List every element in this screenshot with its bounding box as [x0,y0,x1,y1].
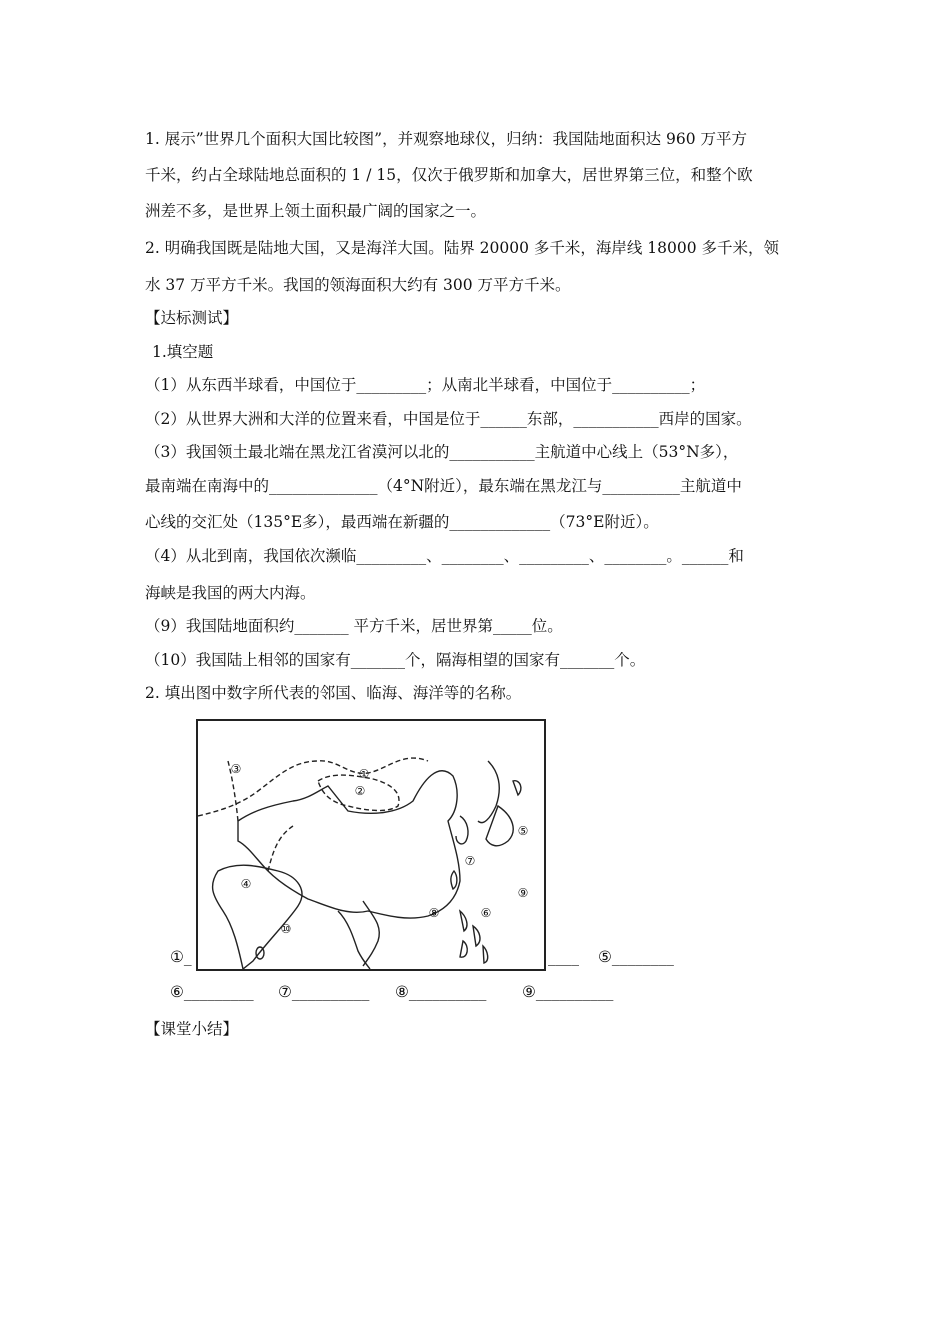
answer-7: ⑦__________ [278,983,370,1001]
para1-line2: 千米，约占全球陆地总面积的 1 / 15，仅次于俄罗斯和加拿大，居世界第三位，和整个欧 [145,166,753,184]
map-label-6: ⑥ [480,906,492,920]
q1-item9: （9）我国陆地面积约_______ 平方千米，居世界第_____位。 [145,617,563,635]
q1-item4-line1: （4）从北到南，我国依次濒临_________、________、_________、________。______和 [145,547,744,565]
answer-1: ①_ [170,948,192,966]
para2-line1: 2. 明确我国既是陆地大国，又是海洋大国。陆界 20000 多千米，海岸线 18000 多千米，领 [145,239,780,257]
section-summary-heading: 【课堂小结】 [145,1020,239,1038]
map-label-2: ② [354,784,366,798]
para1-line1: 1. 展示”世界几个面积大国比较图”，并观察地球仪，归纳：我国陆地面积达 960 万平方 [145,130,748,148]
answer-5: ⑤________ [598,948,674,966]
q1-item4-line2: 海峡是我国的两大内海。 [145,584,316,602]
para1-line3: 洲差不多，是世界上领土面积最广阔的国家之一。 [145,202,487,220]
q1-item2: （2）从世界大洲和大洋的位置来看，中国是位于______东部，___________西岸的国家。 [145,410,752,428]
q1-item10: （10）我国陆上相邻的国家有_______个，隔海相望的国家有_______个。 [145,651,646,669]
q1-item3-line1: （3）我国领土最北端在黑龙江省漠河以北的___________主航道中心线上（53°N多）， [145,443,739,461]
answer-9: ⑨__________ [522,983,614,1001]
map-label-4: ④ [240,877,252,891]
map-label-8: ⑧ [428,906,440,920]
answer-8: ⑧__________ [395,983,487,1001]
q1-item3-line3: 心线的交汇处（135°E多），最西端在新疆的_____________（73°E附近）。 [145,513,659,531]
map-label-5: ⑤ [517,824,529,838]
map-label-1: ① [358,767,370,781]
answer-6: ⑥_________ [170,983,254,1001]
q1-item1: （1）从东西半球看，中国位于_________；从南北半球看，中国位于__________； [145,376,706,394]
q1-item3-line2: 最南端在南海中的______________（4°N附近），最东端在黑龙江与__________主航道中 [145,477,742,495]
map-label-7: ⑦ [464,854,476,868]
asia-map-drawing [198,721,544,969]
map-label-10: ⑩ [280,922,292,936]
answer-blank: ____ [548,948,579,966]
q2-title: 2. 填出图中数字所代表的邻国、临海、海洋等的名称。 [145,684,522,702]
map-label-3: ③ [230,762,242,776]
map-label-9: ⑨ [517,886,529,900]
q1-title: 1.填空题 [152,343,214,361]
para2-line2: 水 37 万平方千米。我国的领海面积大约有 300 万平方千米。 [145,276,571,294]
section-test-heading: 【达标测试】 [145,309,239,327]
asia-map [196,719,546,971]
